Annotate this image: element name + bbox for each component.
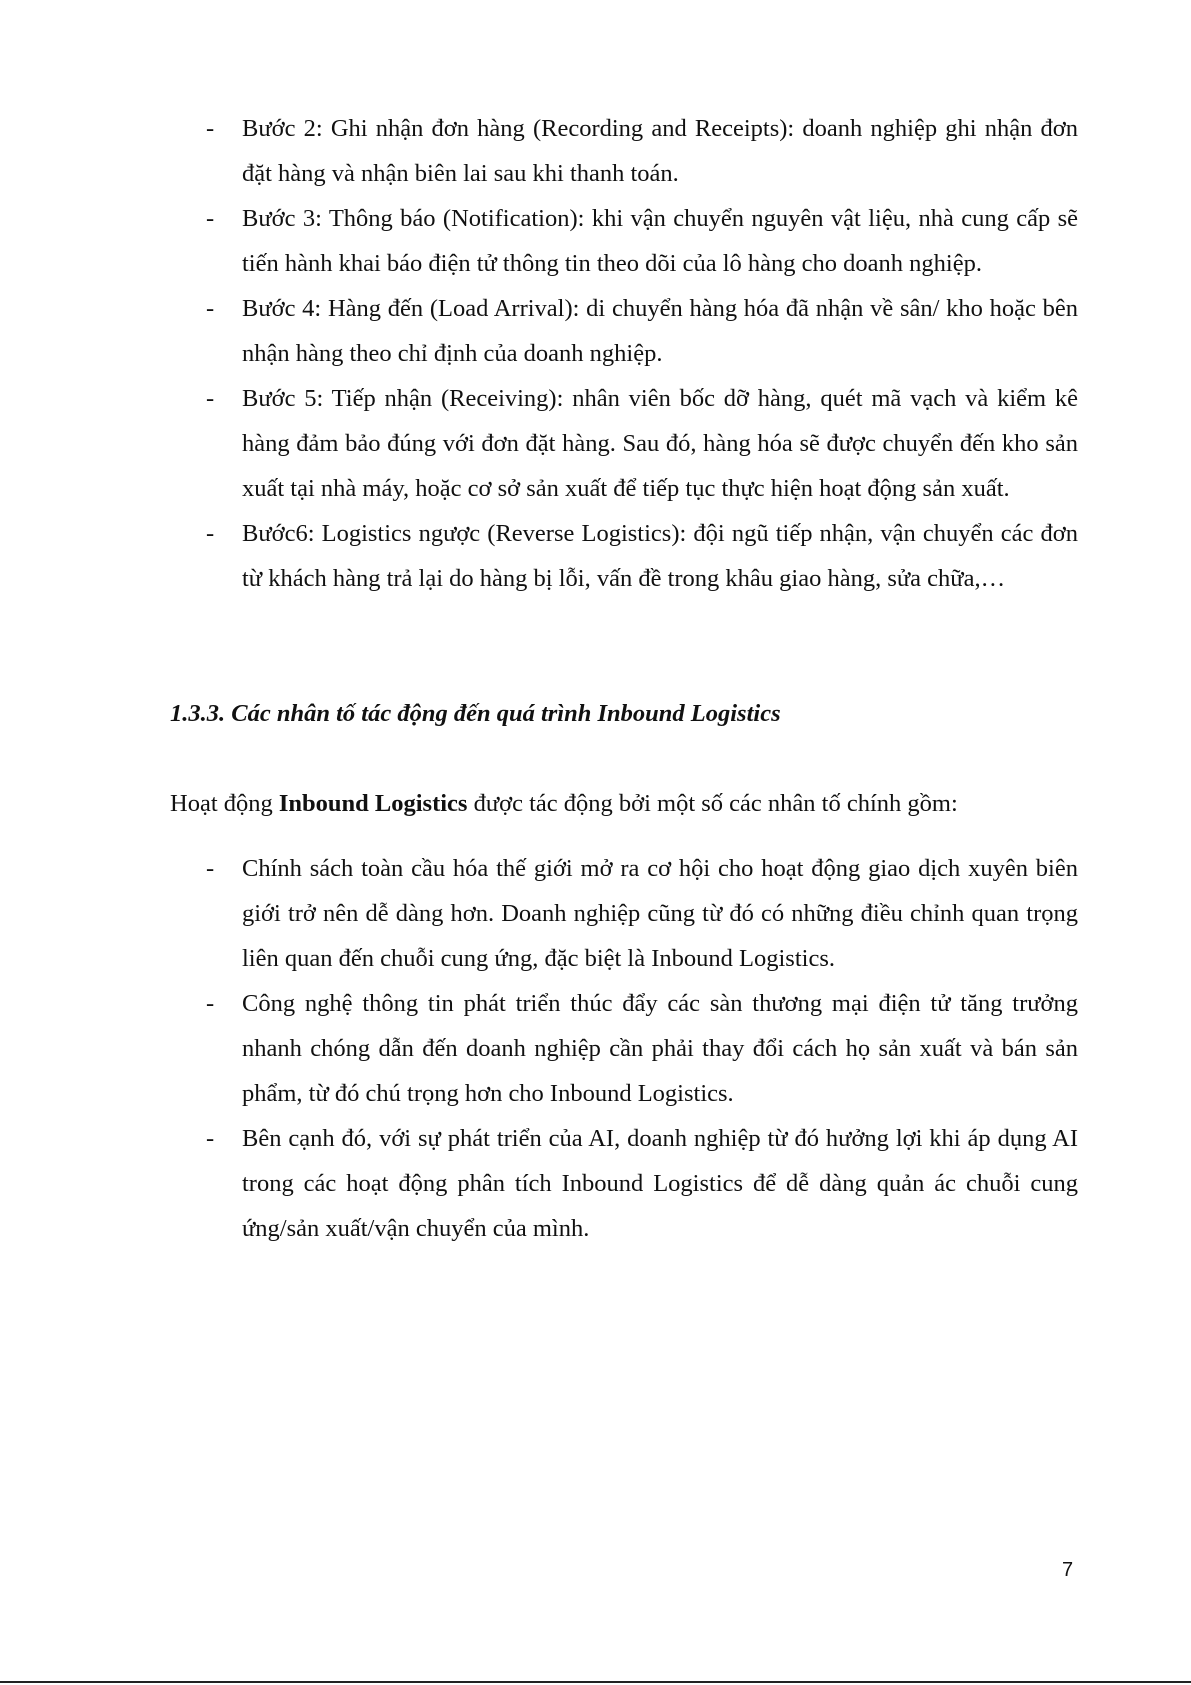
list-item-text: Công nghệ thông tin phát triển thúc đẩy các sàn thương mại điện tử tăng trưởng nhanh chóng dẫn đến doanh nghiệp cần phải thay đổi cách họ sản xuất và bán sản phẩm, từ đó chú trọng hơn cho Inbound Logistics. xyxy=(242,990,1078,1107)
list-item-text: Bước 5: Tiếp nhận (Receiving): nhân viên bốc dỡ hàng, quét mã vạch và kiểm kê hàng đảm bảo đúng với đơn đặt hàng. Sau đó, hàng hóa sẽ được chuyển đến kho sản xuất tại nhà máy, hoặc cơ sở sản xuất để tiếp tục thực hiện hoạt động sản xuất. xyxy=(242,385,1078,502)
list-dash: - xyxy=(206,385,215,412)
list-item xyxy=(0,846,1078,981)
list-item xyxy=(0,511,1078,601)
list-item-text: Bước6: Logistics ngược (Reverse Logistics): đội ngũ tiếp nhận, vận chuyển các đơn từ khách hàng trả lại do hàng bị lỗi, vấn đề trong khâu giao hàng, sửa chữa,… xyxy=(242,520,1078,592)
list-item-text: Chính sách toàn cầu hóa thế giới mở ra cơ hội cho hoạt động giao dịch xuyên biên giới trở nên dễ dàng hơn. Doanh nghiệp cũng từ đó có những điều chỉnh quan trọng liên quan đến chuỗi cung ứng, đặc biệt là Inbound Logistics. xyxy=(242,855,1078,972)
list-dash: - xyxy=(206,855,215,882)
list-dash: - xyxy=(206,205,215,232)
footer-divider xyxy=(0,1681,1191,1683)
list-item xyxy=(0,286,1078,376)
page-number: 7 xyxy=(1062,1559,1074,1581)
steps-list xyxy=(0,106,1191,601)
list-dash: - xyxy=(206,520,215,547)
list-dash: - xyxy=(206,1125,215,1152)
intro-bold-term: Inbound Logistics xyxy=(278,790,468,817)
list-dash: - xyxy=(206,990,215,1017)
section-heading: 1.3.3. Các nhân tố tác động đến quá trình Inbound Logistics xyxy=(170,700,781,727)
list-item xyxy=(0,981,1078,1116)
list-item-text: Bên cạnh đó, với sự phát triển của AI, doanh nghiệp từ đó hưởng lợi khi áp dụng AI trong các hoạt động phân tích Inbound Logistics để dễ dàng quản ác chuỗi cung ứng/sản xuất/vận chuyển của mình. xyxy=(242,1125,1078,1242)
list-dash: - xyxy=(206,115,215,142)
intro-text-before: Hoạt động xyxy=(170,790,279,817)
list-item xyxy=(0,1116,1078,1251)
list-item-text: Bước 2: Ghi nhận đơn hàng (Recording and Receipts): doanh nghiệp ghi nhận đơn đặt hàng và nhận biên lai sau khi thanh toán. xyxy=(242,115,1078,187)
intro-text-after: được tác động bởi một số các nhân tố chính gồm: xyxy=(467,790,958,817)
factors-list xyxy=(0,846,1191,1251)
list-dash: - xyxy=(206,295,215,322)
list-item-text: Bước 4: Hàng đến (Load Arrival): di chuyển hàng hóa đã nhận về sân/ kho hoặc bên nhận hàng theo chỉ định của doanh nghiệp. xyxy=(242,295,1078,367)
list-item-text: Bước 3: Thông báo (Notification): khi vận chuyển nguyên vật liệu, nhà cung cấp sẽ tiến hành khai báo điện tử thông tin theo dõi của lô hàng cho doanh nghiệp. xyxy=(242,205,1078,277)
list-item xyxy=(0,106,1078,196)
list-item xyxy=(0,196,1078,286)
list-item xyxy=(0,376,1078,511)
intro-paragraph xyxy=(170,784,958,824)
